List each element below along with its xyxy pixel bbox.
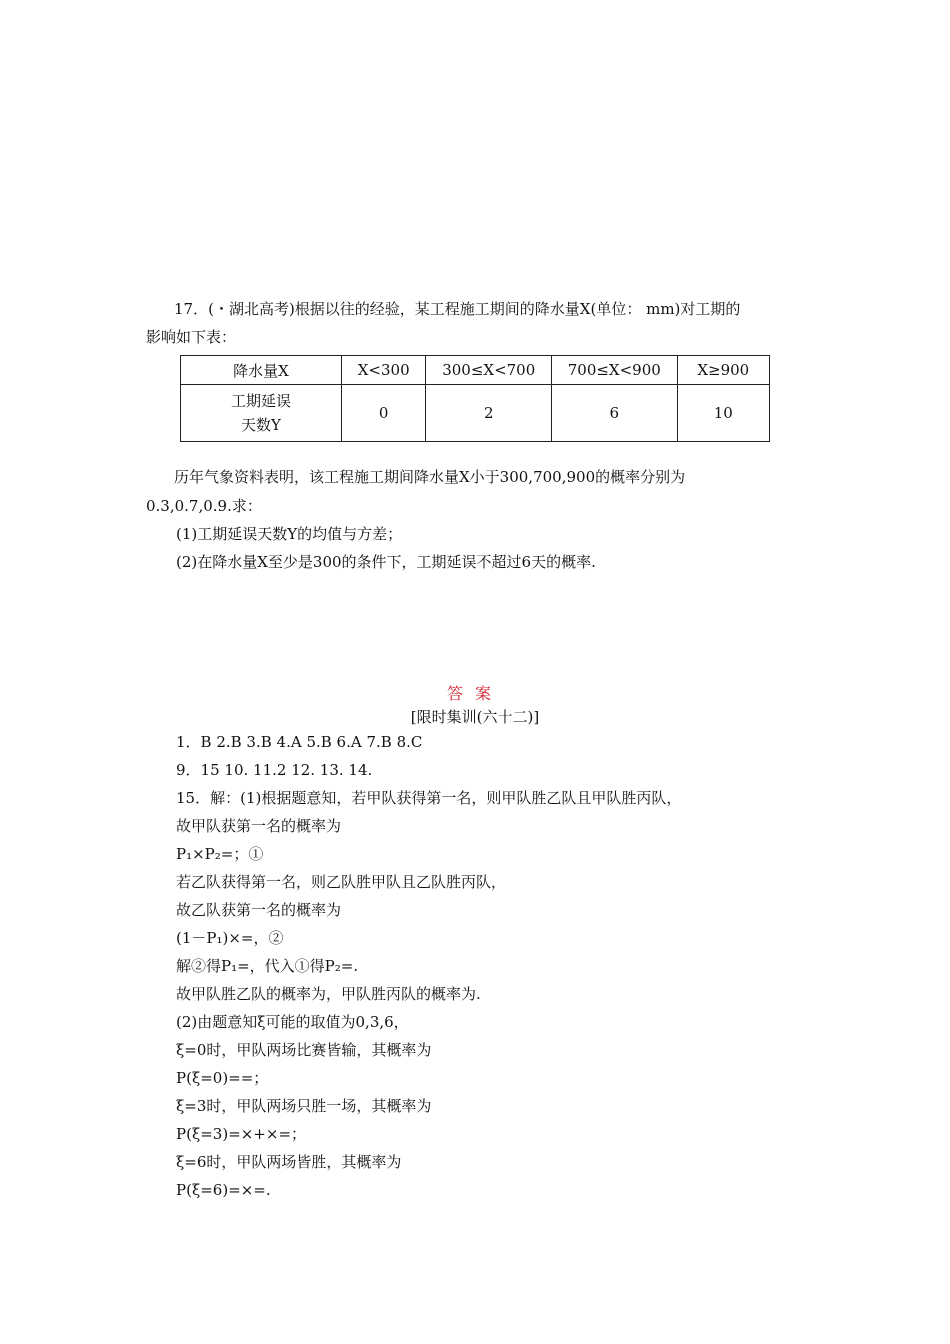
answer-line: 9．15 10. 11.2 12. 13. 14. <box>176 761 373 779</box>
answer-line: ξ=0时，甲队两场比赛皆输，其概率为 <box>176 1041 432 1059</box>
answer-line: 若乙队获得第一名，则乙队胜甲队且乙队胜丙队， <box>176 873 507 891</box>
answer-line: 15．解：(1)根据题意知，若甲队获得第一名，则甲队胜乙队且甲队胜丙队， <box>176 789 682 807</box>
answer-line: P₁×P₂=；① <box>176 845 264 863</box>
table-cell: 2 <box>426 385 552 442</box>
answer-line: 故甲队获第一名的概率为 <box>176 817 342 835</box>
answer-line: 故乙队获第一名的概率为 <box>176 901 342 919</box>
answers-subtitle: [限时集训(六十二)] <box>410 708 540 726</box>
table-header-cell: 降水量X <box>181 356 342 385</box>
table-row <box>181 385 770 442</box>
table-cell: 6 <box>552 385 678 442</box>
table-cell: 10 <box>677 385 769 442</box>
answer-line: ξ=6时，甲队两场皆胜，其概率为 <box>176 1153 402 1171</box>
answer-line: 解②得P₁=，代入①得P₂=. <box>176 957 359 975</box>
history-text-line1: 历年气象资料表明，该工程施工期间降水量X小于300,700,900的概率分别为 <box>174 468 686 486</box>
problem-17-text-line2: 影响如下表： <box>146 328 237 346</box>
answer-line: P(ξ=3)=×+×=； <box>176 1125 307 1143</box>
problem-17-text-line1: 17．(・湖北高考)根据以往的经验，某工程施工期间的降水量X(单位： mm)对工期的 <box>174 300 741 318</box>
table-header-cell: X<300 <box>341 356 426 385</box>
answer-line: P(ξ=0)==； <box>176 1069 269 1087</box>
table-header-cell: 300≤X<700 <box>426 356 552 385</box>
answers-title: 答案 <box>446 684 503 703</box>
answer-line: ξ=3时，甲队两场只胜一场，其概率为 <box>176 1097 432 1115</box>
row-label-line1: 工期延误 <box>230 392 291 410</box>
answer-line: 故甲队胜乙队的概率为，甲队胜丙队的概率为. <box>176 985 481 1003</box>
table-row <box>181 356 770 385</box>
question-2: (2)在降水量X至少是300的条件下，工期延误不超过6天的概率. <box>176 553 596 571</box>
answer-line: 1．B 2.B 3.B 4.A 5.B 6.A 7.B 8.C <box>176 733 423 751</box>
answer-line: (1－P₁)×=，② <box>176 929 284 947</box>
row-label-line2: 天数Y <box>241 416 281 434</box>
table-header-cell: 700≤X<900 <box>552 356 678 385</box>
question-1: (1)工期延误天数Y的均值与方差； <box>176 525 403 543</box>
table-row-label <box>181 385 342 442</box>
history-text-line2: 0.3,0.7,0.9.求： <box>146 497 262 515</box>
table-cell: 0 <box>341 385 426 442</box>
table-header-cell: X≥900 <box>677 356 769 385</box>
rainfall-delay-table <box>180 355 770 442</box>
answer-line: P(ξ=6)=×=. <box>176 1181 271 1199</box>
answer-line: (2)由题意知ξ可能的取值为0,3,6， <box>176 1013 409 1031</box>
